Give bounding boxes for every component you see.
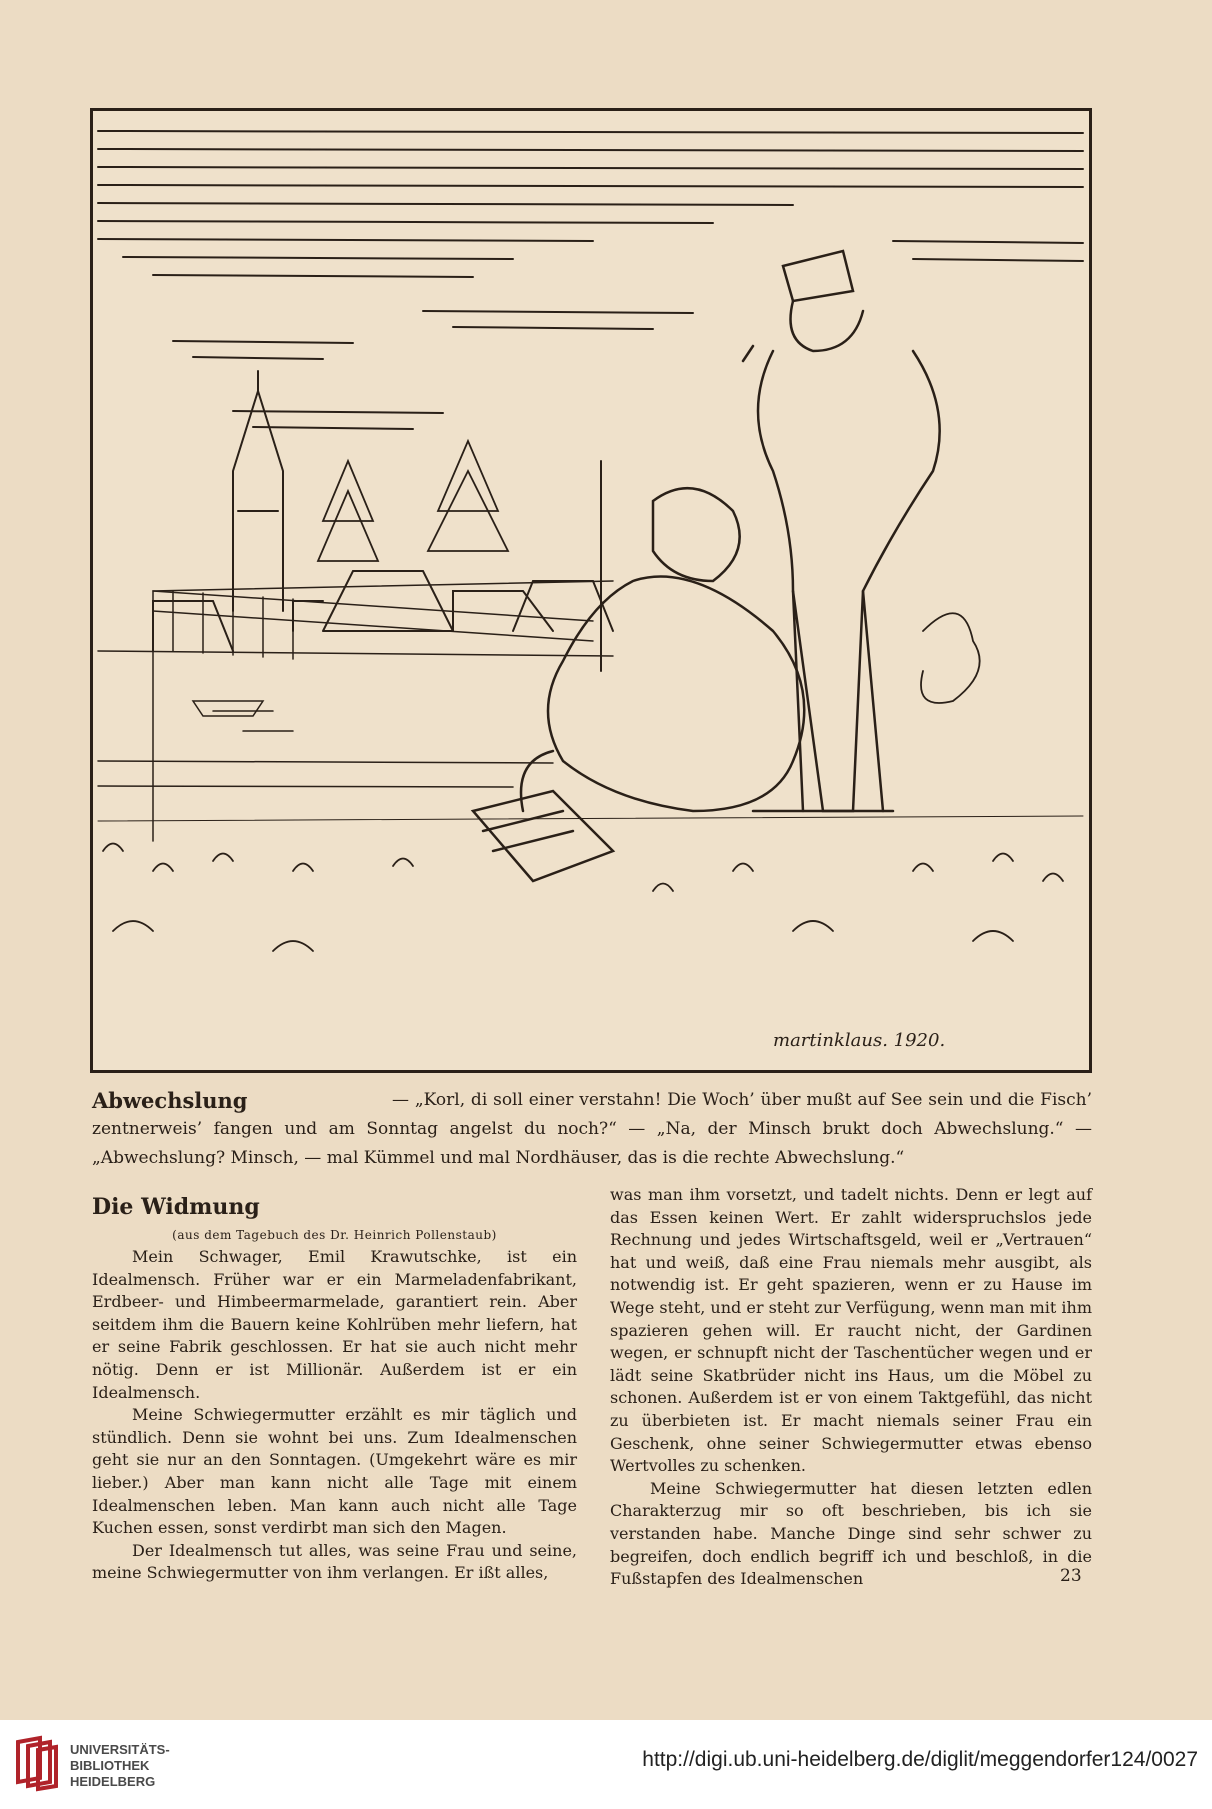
- shrub: [921, 613, 980, 703]
- story-subtitle: (aus dem Tagebuch des Dr. Heinrich Pollenstaub): [172, 1228, 497, 1242]
- sky-hatching: [98, 131, 1083, 429]
- illustration-fishermen: [90, 108, 1092, 1073]
- story-paragraph: Meine Schwiegermutter hat diesen letzten edlen Charakterzug mir so oft beschrieben, bis ich sie verstanden habe. Manche Dinge sind sehr schwer zu begreifen, doch endlich begriff ich und beschloß, in die Fußstapfen des Idealmenschen: [610, 1478, 1092, 1589]
- sitting-fisherman: [521, 488, 804, 811]
- source-url-link[interactable]: http://digi.ub.uni-heidelberg.de/diglit/meggendorfer124/0027: [642, 1748, 1198, 1771]
- horizon-line: [98, 651, 613, 656]
- story-column-right: [610, 1184, 1092, 1591]
- caption-block: [92, 1086, 1092, 1173]
- story-paragraph: Mein Schwager, Emil Krawutschke, ist ein Idealmensch. Früher war er ein Marmeladenfabrikant, Erdbeer- und Himbeermarmelade, garantiert rein. Aber seitdem ihm die Bauern keine Kohlrüben mehr liefern, hat er seine Fabrik geschlossen. Er hat sie auch nicht mehr nötig. Denn er ist Millionär. Außerdem ist er ein Idealmensch.: [92, 1247, 577, 1402]
- caption-text: — „Korl, di soll einer verstahn! Die Woch’ über mußt auf See sein und die Fisch’ zentnerweis’ fangen und am Sonntag angelst du noch?“ — „Na, der Minsch brukt doch Abwechslung.“ — „Abwechslung? Minsch, — mal Kümmel und mal Nordhäuser, das is die rechte Abwechslung.“: [92, 1090, 1092, 1168]
- illustration-signature: martinklaus. 1920.: [773, 1030, 946, 1051]
- caption-heading: Abwechslung: [92, 1088, 248, 1113]
- ground-grass: [98, 816, 1083, 951]
- story-paragraph: Der Idealmensch tut alles, was seine Frau und seine, meine Schwiegermutter von ihm verlangen. Er ißt alles,: [92, 1540, 577, 1583]
- boat: [193, 701, 263, 716]
- story-title: Die Widmung: [92, 1194, 260, 1220]
- logo-line: UNIVERSITÄTS-: [70, 1742, 170, 1757]
- university-library-logo-icon: [12, 1734, 60, 1794]
- logo-line: BIBLIOTHEK: [70, 1758, 150, 1773]
- footer-bar: [0, 1720, 1212, 1809]
- fence: [153, 591, 593, 659]
- story-column-left: [92, 1184, 577, 1585]
- basket: [473, 791, 613, 881]
- illustration-drawing: [93, 111, 1089, 1070]
- story-paragraph: was man ihm vorsetzt, und tadelt nichts. Denn er legt auf das Essen keinen Wert. Er zahlt widerspruchslos jede Rechnung und jedes Wirtschaftsgeld, weil er „Vertrauen“ hat und weiß, daß eine Frau niemals mehr ausgibt, als notwendig ist. Er geht spazieren, wenn er zu Hause im Wege steht, und er steht zur Verfügung, wenn man mit ihm spazieren gehen will. Er raucht nicht, der Gardinen wegen, er schnupft nicht der Taschentücher wegen und er lädt seine Skatbrüder nicht ins Haus, um die Möbel zu schonen. Außerdem ist er von einem Taktgefühl, das nicht zu überbieten ist. Er macht niemals seiner Frau ein Geschenk, ohne seiner Schwiegermutter etwas ebenso Wertvolles zu schenken.: [610, 1185, 1093, 1476]
- logo-text: [70, 1742, 170, 1790]
- water: [98, 711, 553, 787]
- logo-line: HEIDELBERG: [70, 1774, 156, 1789]
- church-tower: [233, 371, 283, 611]
- page-number: 23: [1060, 1566, 1082, 1586]
- story-paragraph: Meine Schwiegermutter erzählt es mir täglich und stündlich. Denn sie wohnt bei uns. Zum Idealmenschen geht sie nur an den Sonntagen. (Umgekehrt wäre es mir lieber.) Aber man kann nicht alle Tage mit einem Idealmenschen leben. Man kann auch nicht alle Tage Kuchen essen, sonst verdirbt man sich den Magen.: [92, 1405, 577, 1538]
- trees: [318, 441, 508, 561]
- standing-fisherman: [743, 251, 940, 811]
